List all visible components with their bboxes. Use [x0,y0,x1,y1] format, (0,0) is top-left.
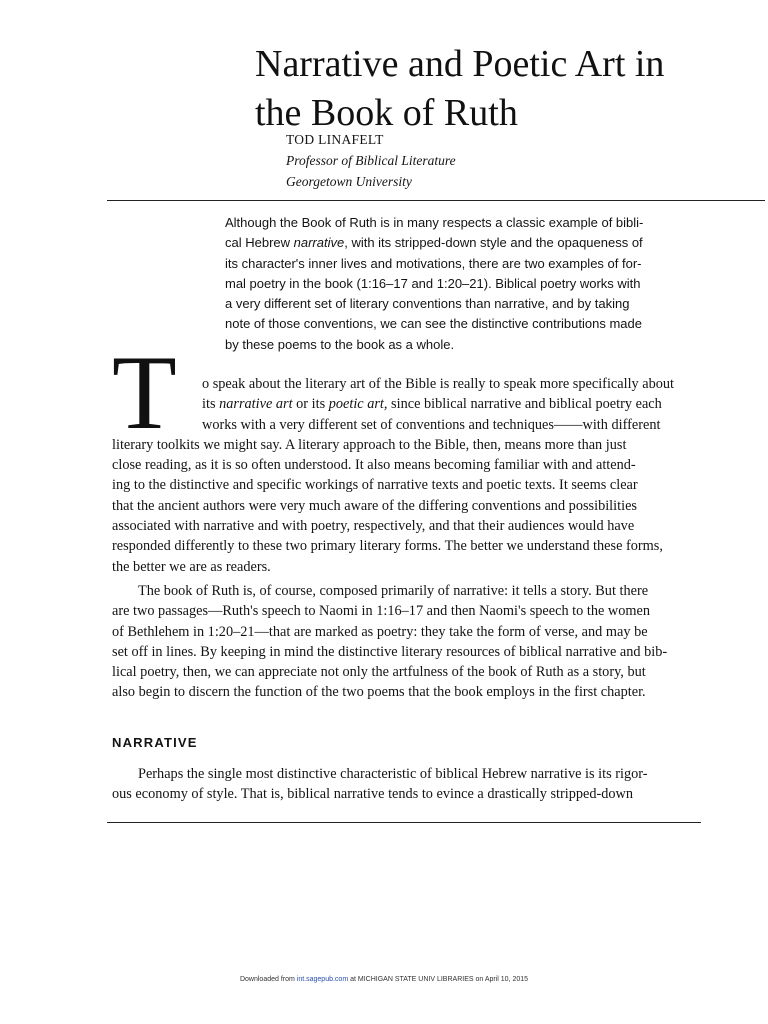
source-link[interactable]: int.sagepub.com [296,976,349,983]
abstract-line: Although the Book of Ruth is in many respects a classic example of bibli- [225,215,644,230]
footer-divider [107,822,701,823]
download-prefix: Downloaded from [239,976,297,983]
abstract-line: note of those conventions, we can see the distinctive contributions made [225,316,642,332]
paragraph-line: The book of Ruth is, of course, composed primarily of narrative: it tells a story. But there [138,583,649,599]
paragraph-1 [112,374,700,577]
download-notice [0,976,768,983]
paragraph-line: the better we are as readers. [112,558,271,575]
paragraph-line: responded differently to these two primary literary forms. The better we understand these forms, [112,538,663,555]
paragraph-line: set off in lines. By keeping in mind the distinctive literary resources of biblical narrative and bib- [112,643,668,660]
header-divider [107,200,765,201]
paragraph-line: are two passages—Ruth's speech to Naomi in 1:16–17 and then Naomi's speech to the women [112,603,650,620]
paragraph-line: lical poetry, then, we can appreciate not only the artfulness of the book of Ruth as a story, but [112,664,646,681]
paragraph-3 [112,764,702,805]
emphasis: narrative [293,235,345,251]
paragraph-line: works with a very different set of conventions and techniques——with different [202,416,661,433]
download-suffix: at MICHIGAN STATE UNIV LIBRARIES on April 10, 2015 [348,976,529,983]
article-title [255,40,755,138]
paragraph-line: ous economy of style. That is, biblical narrative tends to evince a drastically stripped-down [112,786,634,803]
title-line-1: Narrative and Poetic Art in [255,43,665,85]
paragraph-line: literary toolkits we might say. A literary approach to the Bible, then, means more than just [112,436,627,453]
abstract-line: a very different set of literary conventions than narrative, and by taking [225,296,630,312]
abstract-line: its character's inner lives and motivations, there are two examples of for- [225,255,642,271]
emphasis: poetic art [328,396,384,413]
paragraph-line: of Bethlehem in 1:20–21—that are marked as poetry: they take the form of verse, and may be [112,623,648,640]
abstract-line: cal Hebrew narrative, with its stripped-down style and the opaqueness of [225,235,643,251]
author-position: Professor of Biblical Literature [286,153,456,168]
paragraph-line: associated with narrative and with poetry, respectively, and that their audiences would have [112,518,635,535]
paragraph-line: close reading, as it is so often understood. It also means becoming familiar with and attend- [112,457,636,474]
paragraph-line: o speak about the literary art of the Bible is really to speak more specifically about [202,376,675,392]
abstract-line: by these poems to the book as a whole. [225,336,455,352]
abstract [225,213,700,355]
author-institution: Georgetown University [286,174,412,189]
author-name: TOD LINAFELT [286,132,384,147]
paragraph-line: Perhaps the single most distinctive characteristic of biblical Hebrew narrative is its rigor- [138,766,648,782]
paragraph-line: that the ancient authors were very much aware of the differing conventions and possibilities [112,497,637,514]
paragraph-line: also begin to discern the function of the two poems that the book employs in the first chapter. [112,684,646,701]
paragraph-line: ing to the distinctive and specific workings of narrative texts and poetic texts. It seems clear [112,477,638,494]
paragraph-line: its narrative art or its poetic art, since biblical narrative and biblical poetry each [202,396,662,413]
title-line-2: the Book of Ruth [255,92,518,134]
author-block [286,129,456,192]
paragraph-2 [112,581,702,703]
emphasis: narrative art [219,396,293,413]
section-heading: NARRATIVE [112,735,198,750]
drop-cap: T [112,334,177,451]
abstract-line: mal poetry in the book (1:16–17 and 1:20–21). Biblical poetry works with [225,275,641,291]
